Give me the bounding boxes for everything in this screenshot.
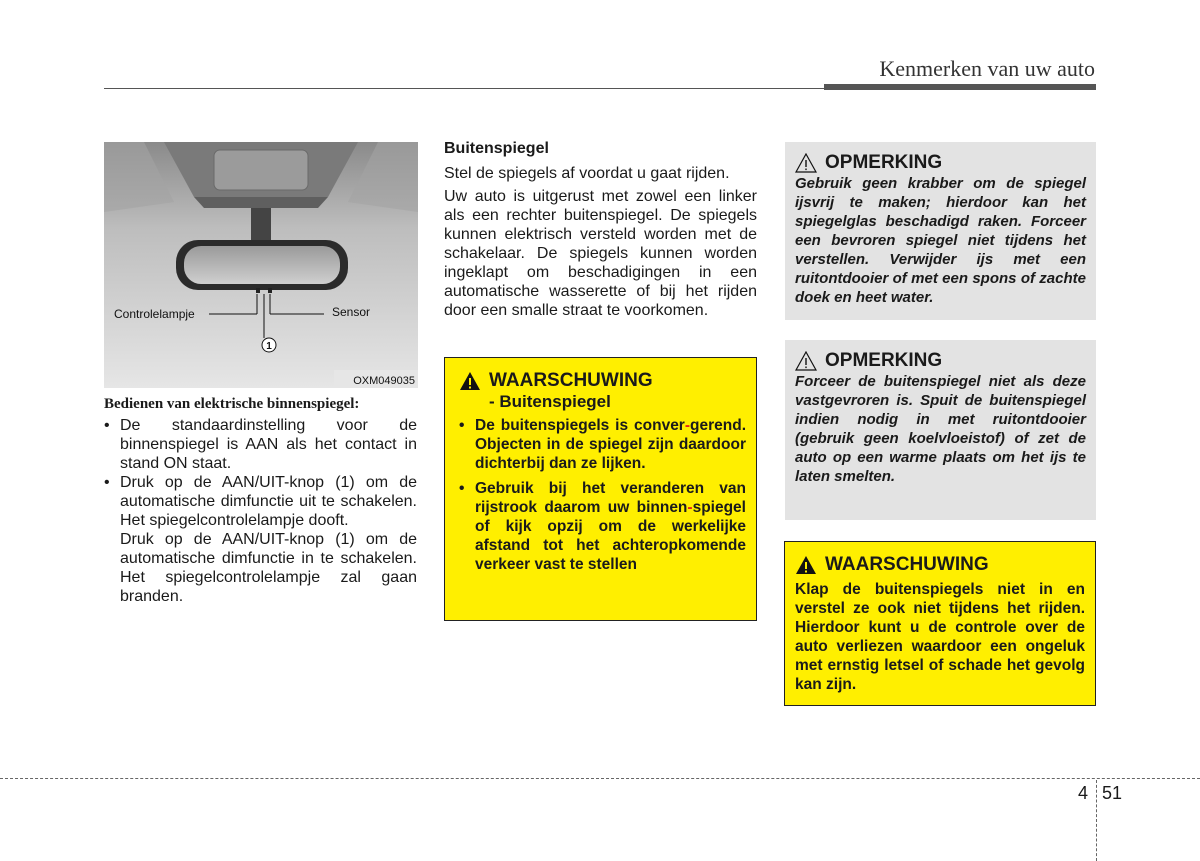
warning-list xyxy=(459,416,746,574)
callout-number: 1 xyxy=(266,341,272,352)
bullet-item: • Druk op de AAN/UIT-knop (1) om de automatische dimfunctie uit te schakelen. Het spiegelcontrolelampje dooft. Druk op de AAN/UIT-knop (1) om de automatische dimfunctie in te schakelen. Het spiegelcontrolelampje zal gaan branden. xyxy=(104,473,417,606)
paragraph: Uw auto is uitgerust met zowel een linker als een rechter buitenspiegel. De spiegels kunnen elektrisch versteld worden met de schakelaar. De spiegels kunnen worden ingeklapt om beschadigingen in een automatische wasserette of bij het rijden door een smalle straat te voorkomen. xyxy=(444,188,757,319)
figure-caption: Bedienen van elektrische binnenspiegel: xyxy=(104,396,360,412)
paragraph: Stel de spiegels af voordat u gaat rijden. xyxy=(444,165,730,182)
figure-code: OXM049035 xyxy=(353,375,415,387)
caution-triangle-icon xyxy=(795,351,817,371)
page-number: 51 xyxy=(1102,783,1123,803)
warning-triangle-icon xyxy=(459,371,481,391)
warning-triangle-icon xyxy=(795,555,817,575)
caution-triangle-icon xyxy=(795,153,817,173)
note-text: Forceer de buitenspiegel niet als deze vastgevroren is. Spuit de buitenspiegel indien nodig in met ruitontdooier (gebruik geen koelvloeistof) of zet de auto op een warme plaats om het ijs te laten smelten. xyxy=(795,373,1086,485)
note-heading: OPMERKING xyxy=(795,152,1086,174)
note-box-krabber xyxy=(785,142,1096,320)
footer-divider-vertical xyxy=(1096,780,1097,861)
bullet-continuation: Druk op de AAN/UIT-knop (1) om de automatische dimfunctie in te schakelen. Het spiegelcontrolelampje zal gaan branden. xyxy=(120,531,417,605)
note-text: Gebruik geen krabber om de spiegel ijsvrij te maken; hierdoor kan het spiegelglas beschadigd raken. Forceer een bevroren spiegel niet tijdens het verstellen. Verwijder ijs met een ruitontdooier of met een spons of zachte doek en heet water. xyxy=(795,175,1086,306)
note-box-vastgevroren xyxy=(785,340,1096,520)
warning-item: • De buitenspiegels is conver-gerend. Objecten in de spiegel zijn daardoor dichterbij dan ze lijken. xyxy=(459,416,746,473)
warning-text: Klap de buitenspiegels niet in en verstel ze ook niet tijdens het rijden. Hierdoor kunt u de controle over de auto verliezen waardoor een ongeluk met ernstig letsel of schade het gevolg kan zijn. xyxy=(795,581,1085,693)
left-column xyxy=(104,416,417,606)
warning-heading: WAARSCHUWING xyxy=(795,554,1085,576)
label-sensor: Sensor xyxy=(332,305,371,319)
header-rule-bar xyxy=(824,84,1096,90)
header-rule xyxy=(104,88,824,89)
warning-subtitle: - Buitenspiegel xyxy=(489,392,611,411)
running-header: Kenmerken van uw auto xyxy=(879,56,1095,81)
footer-divider xyxy=(0,778,1200,779)
chapter-number: 4 xyxy=(1078,783,1089,803)
warning-box-inklappen xyxy=(784,541,1096,706)
label-controlelampje: Controlelampje xyxy=(114,307,195,321)
note-heading: OPMERKING xyxy=(795,350,1086,372)
warning-item: • Gebruik bij het veranderen van rijstrook daarom uw binnen-spiegel of kijk opzij om de werkelijke afstand tot het achteropkomende verkeer vast te stellen xyxy=(459,479,746,574)
warning-box-buitenspiegel xyxy=(444,357,757,621)
middle-column xyxy=(444,140,757,320)
mirror-illustration xyxy=(104,142,418,388)
warning-heading: WAARSCHUWING xyxy=(459,370,746,392)
bullet-item: • De standaardinstelling voor de binnenspiegel is AAN als het contact in stand ON staat. xyxy=(104,416,417,473)
section-title: Buitenspiegel xyxy=(444,140,549,157)
